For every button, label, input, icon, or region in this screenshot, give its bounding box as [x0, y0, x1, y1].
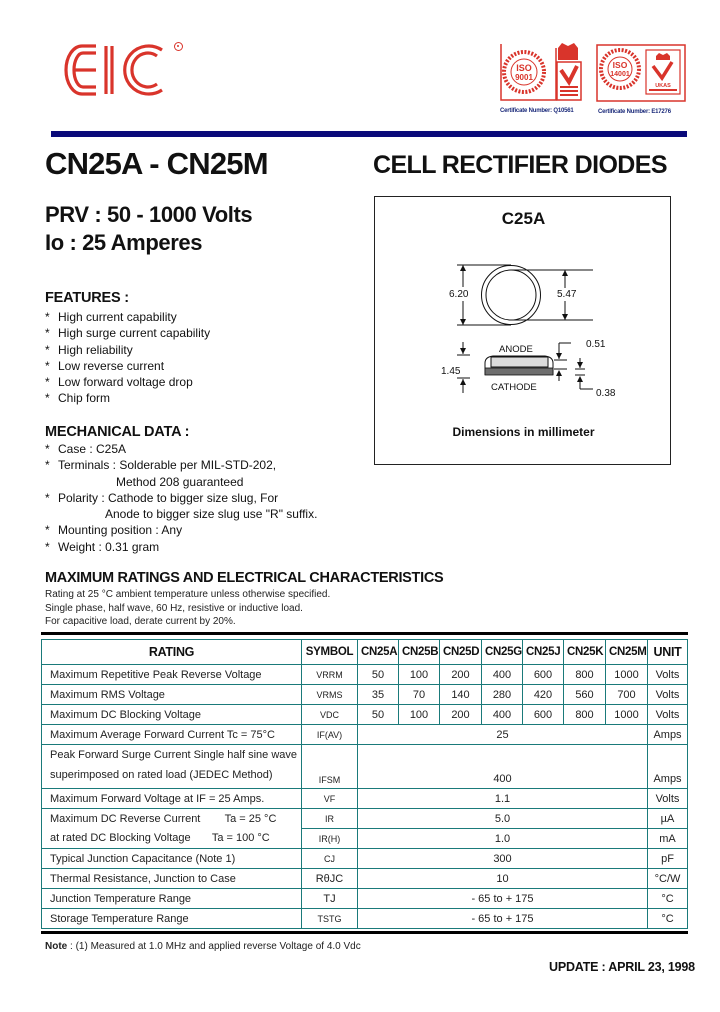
table-row — [42, 745, 688, 789]
value-cell: 5.0 — [358, 809, 648, 829]
unit-cell: Volts — [648, 705, 688, 725]
category-title: CELL RECTIFIER DIODES — [373, 151, 667, 179]
iso-9001-badge — [500, 40, 582, 102]
registered-mark-icon — [174, 42, 183, 51]
table-row — [42, 685, 688, 705]
value-cell: 700 — [606, 685, 648, 705]
dim-bottom-slug: 0.38 — [596, 388, 616, 399]
list-item: * High reliability — [45, 342, 133, 357]
list-item: * Chip form — [45, 391, 111, 406]
list-item-continuation: Method 208 guaranteed — [116, 474, 244, 489]
value-cell: 200 — [440, 665, 482, 685]
value-cell: 10 — [358, 869, 648, 889]
header-rating: RATING — [42, 640, 302, 665]
value-cell: 600 — [523, 665, 564, 685]
condition-note: Single phase, half wave, 60 Hz, resistive or inductive load. — [45, 602, 303, 614]
unit-cell: Amps — [648, 745, 688, 789]
anode-label: ANODE — [499, 344, 533, 355]
table-row — [42, 909, 688, 929]
rating-cell: Peak Forward Surge Current Single half sine wave superimposed on rated load (JEDEC Method) — [42, 745, 302, 789]
list-item: * Case : C25A — [45, 442, 127, 456]
unit-cell: Volts — [648, 685, 688, 705]
list-item: * Mounting position : Any — [45, 523, 183, 538]
list-item: * Terminals : Solderable per MIL-STD-202, — [45, 458, 277, 473]
value-cell: 50 — [358, 705, 399, 725]
value-cell: 600 — [523, 705, 564, 725]
rating-cell: Thermal Resistance, Junction to Case — [42, 869, 302, 889]
list-item: * Weight : 0.31 gram — [45, 539, 160, 554]
list-item: * High current capability — [45, 310, 177, 324]
iso-9001-certificate-number: Certificate Number: Q10561 — [500, 108, 574, 114]
update-date: UPDATE : APRIL 23, 1998 — [549, 960, 695, 974]
header-unit: UNIT — [648, 640, 688, 665]
symbol-cell: IR(H) — [302, 829, 358, 849]
iso-14001-badge — [596, 44, 686, 102]
symbol-cell: RθJC — [302, 869, 358, 889]
list-item: * Low forward voltage drop — [45, 375, 193, 390]
dim-top-slug: 0.51 — [586, 339, 606, 350]
features-list — [45, 309, 210, 407]
symbol-cell: IF(AV) — [302, 725, 358, 745]
table-header-row — [42, 640, 688, 665]
header-divider-bar — [51, 131, 687, 137]
table-row — [42, 849, 688, 869]
table-row — [42, 809, 688, 829]
ratings-heading: MAXIMUM RATINGS AND ELECTRICAL CHARACTERISTICS — [45, 570, 444, 586]
symbol-cell: IR — [302, 809, 358, 829]
list-item: * Polarity : Cathode to bigger size slug, For — [45, 490, 279, 505]
list-item: * Low reverse current — [45, 358, 165, 373]
value-cell: 420 — [523, 685, 564, 705]
value-cell: - 65 to + 175 — [358, 909, 648, 929]
mechanical-data-list — [45, 441, 317, 555]
value-cell: 100 — [399, 705, 440, 725]
dim-inner-diameter: 5.47 — [557, 289, 577, 300]
symbol-cell: VRRM — [302, 665, 358, 685]
symbol-cell: IFSM — [302, 745, 358, 789]
unit-cell: Amps — [648, 725, 688, 745]
unit-cell: Volts — [648, 789, 688, 809]
dim-height: 1.45 — [441, 366, 461, 377]
header-part: CN25K — [564, 640, 606, 665]
iso-14001-certificate-number: Certificate Number: E17276 — [598, 109, 671, 115]
value-cell: 50 — [358, 665, 399, 685]
package-name: C25A — [501, 209, 546, 228]
rating-cell: Typical Junction Capacitance (Note 1) — [42, 849, 302, 869]
features-heading: FEATURES : — [45, 290, 129, 306]
value-cell: 800 — [564, 665, 606, 685]
rating-cell: Maximum DC Reverse Current Ta = 25 °C — [42, 809, 302, 829]
symbol-cell: VF — [302, 789, 358, 809]
svg-text:ISO: ISO — [612, 60, 628, 70]
value-cell: 25 — [358, 725, 648, 745]
header-part: CN25B — [399, 640, 440, 665]
rating-cell: Junction Temperature Range — [42, 889, 302, 909]
value-cell: 1.0 — [358, 829, 648, 849]
ratings-conditions — [45, 588, 330, 629]
value-cell: 400 — [482, 705, 523, 725]
svg-text:ISO: ISO — [516, 63, 532, 73]
table-row — [42, 725, 688, 745]
value-cell: 35 — [358, 685, 399, 705]
ratings-table — [41, 639, 688, 929]
table-row — [42, 789, 688, 809]
table-row — [42, 665, 688, 685]
value-cell: - 65 to + 175 — [358, 889, 648, 909]
footnote: Note : (1) Measured at 1.0 MHz and applied reverse Voltage of 4.0 Vdc — [45, 941, 361, 952]
table-row — [42, 705, 688, 725]
symbol-cell: CJ — [302, 849, 358, 869]
header-part: CN25G — [482, 640, 523, 665]
list-item-continuation: Anode to bigger size slug use "R" suffix. — [105, 507, 318, 522]
value-cell: 1000 — [606, 665, 648, 685]
symbol-cell: TSTG — [302, 909, 358, 929]
value-cell: 100 — [399, 665, 440, 685]
value-cell: 200 — [440, 705, 482, 725]
value-cell: 400 — [482, 665, 523, 685]
symbol-cell: TJ — [302, 889, 358, 909]
table-row — [42, 829, 688, 849]
unit-cell: pF — [648, 849, 688, 869]
table-bottom-rule — [41, 931, 688, 934]
dim-outer-diameter: 6.20 — [449, 289, 469, 300]
header-part: CN25D — [440, 640, 482, 665]
table-top-rule — [41, 632, 688, 635]
svg-text:9001: 9001 — [515, 73, 533, 82]
rating-cell: Maximum Repetitive Peak Reverse Voltage — [42, 665, 302, 685]
eic-logo — [62, 42, 166, 98]
mechanical-data-heading: MECHANICAL DATA : — [45, 424, 190, 440]
svg-text:UKAS: UKAS — [655, 83, 671, 89]
table-row — [42, 869, 688, 889]
table-row — [42, 889, 688, 909]
unit-cell: °C — [648, 909, 688, 929]
value-cell: 1000 — [606, 705, 648, 725]
value-cell: 300 — [358, 849, 648, 869]
unit-cell: mA — [648, 829, 688, 849]
value-cell: 800 — [564, 705, 606, 725]
rating-cell: at rated DC Blocking Voltage Ta = 100 °C — [42, 829, 302, 849]
prv-spec: PRV : 50 - 1000 Volts — [45, 202, 253, 227]
cathode-label: CATHODE — [491, 382, 537, 393]
package-diagram-box — [374, 196, 671, 465]
list-item: * High surge current capability — [45, 326, 211, 341]
value-cell: 400 — [358, 745, 648, 789]
rating-cell: Maximum Forward Voltage at IF = 25 Amps. — [42, 789, 302, 809]
header-part: CN25J — [523, 640, 564, 665]
symbol-cell: VRMS — [302, 685, 358, 705]
value-cell: 70 — [399, 685, 440, 705]
rating-cell: Maximum RMS Voltage — [42, 685, 302, 705]
unit-cell: °C — [648, 889, 688, 909]
io-spec: Io : 25 Amperes — [45, 230, 203, 255]
part-range-title: CN25A - CN25M — [45, 146, 268, 181]
unit-cell: Volts — [648, 665, 688, 685]
header-part: CN25A — [358, 640, 399, 665]
value-cell: 560 — [564, 685, 606, 705]
svg-text:14001: 14001 — [610, 71, 630, 78]
dimensions-note: Dimensions in millimeter — [452, 425, 595, 439]
unit-cell: °C/W — [648, 869, 688, 889]
rating-cell: Maximum DC Blocking Voltage — [42, 705, 302, 725]
header-part: CN25M — [606, 640, 648, 665]
value-cell: 280 — [482, 685, 523, 705]
value-cell: 1.1 — [358, 789, 648, 809]
header-symbol: SYMBOL — [302, 640, 358, 665]
rating-cell: Storage Temperature Range — [42, 909, 302, 929]
symbol-cell: VDC — [302, 705, 358, 725]
unit-cell: µA — [648, 809, 688, 829]
value-cell: 140 — [440, 685, 482, 705]
condition-note: Rating at 25 °C ambient temperature unless otherwise specified. — [45, 589, 331, 600]
condition-note: For capacitive load, derate current by 20%. — [45, 616, 236, 627]
rating-cell: Maximum Average Forward Current Tc = 75°C — [42, 725, 302, 745]
